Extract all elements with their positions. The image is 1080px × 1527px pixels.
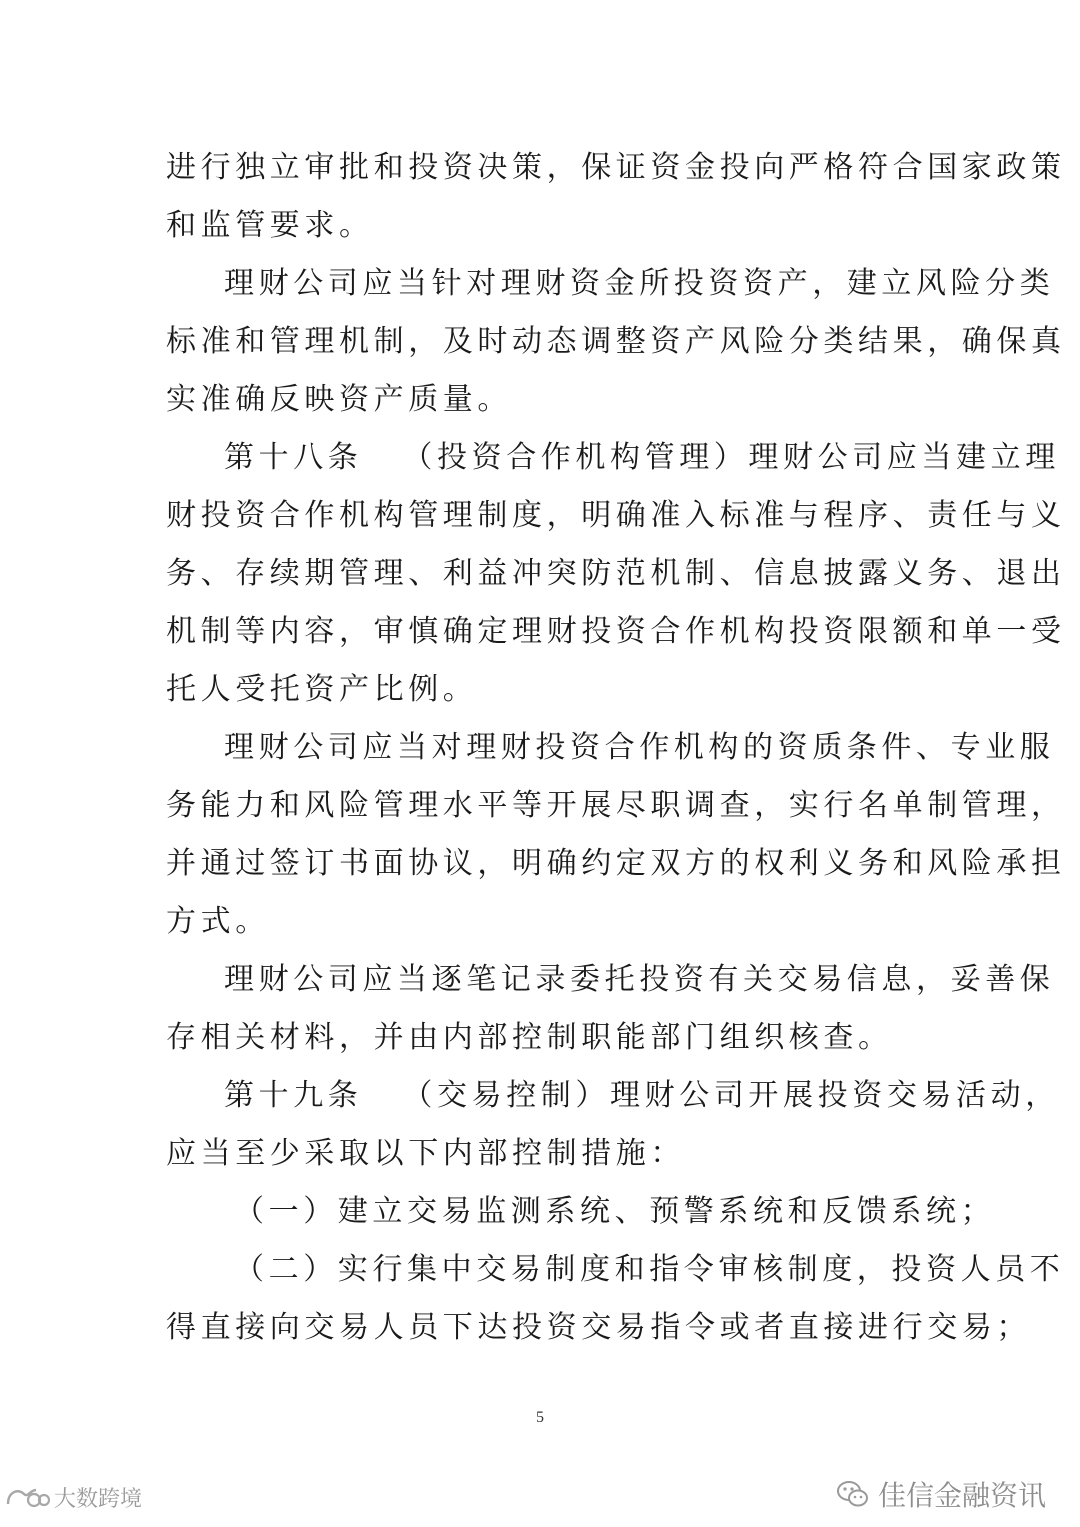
page-number: 5 (536, 1409, 544, 1426)
paragraph-line: 得直接向交易人员下达投资交易指令或者直接进行交易； (166, 1310, 1031, 1345)
article-18-title: 第十八条 (224, 440, 363, 475)
list-item: （一）建立交易监测系统、预警系统和反馈系统； (234, 1194, 996, 1229)
paragraph-line: 务、存续期管理、利益冲突防范机制、信息披露义务、退出 (166, 556, 1066, 591)
brand-logo-icon (4, 1482, 50, 1512)
paragraph-line: 并通过签订书面协议，明确约定双方的权利义务和风险承担 (166, 846, 1066, 881)
paragraph-line: 方式。 (166, 904, 270, 939)
paragraph-line: 理财公司应当逐笔记录委托投资有关交易信息，妥善保 (224, 962, 1055, 997)
paragraph-line: 应当至少采取以下内部控制措施： (166, 1136, 685, 1171)
wechat-icon (836, 1479, 870, 1509)
paragraph-line: 务能力和风险管理水平等开展尽职调查，实行名单制管理， (166, 788, 1066, 823)
article-19-heading-line (224, 1076, 1060, 1116)
article-18-topic: （投资合作机构管理） (402, 440, 749, 475)
paragraph-line: 标准和管理机制，及时动态调整资产风险分类结果，确保真 (166, 324, 1066, 359)
paragraph-line: 理财公司应当针对理财资金所投资资产，建立风险分类 (224, 266, 1055, 301)
article-19-title: 第十九条 (224, 1078, 363, 1113)
watermark-left-text: 大数跨境 (54, 1486, 143, 1512)
paragraph-line: 进行独立审批和投资决策，保证资金投向严格符合国家政策 (166, 150, 1066, 185)
paragraph-line: 托人受托资产比例。 (166, 672, 478, 707)
article-18-heading-line (224, 438, 1060, 478)
paragraph-line: 理财公司应当对理财投资合作机构的资质条件、专业服 (224, 730, 1055, 765)
watermark-right (836, 1474, 1046, 1514)
paragraph-line: 财投资合作机构管理制度，明确准入标准与程序、责任与义 (166, 498, 1066, 533)
paragraph-line: 和监管要求。 (166, 208, 374, 243)
paragraph-line: 存相关材料，并由内部控制职能部门组织核查。 (166, 1020, 893, 1055)
paragraph-line: 理财公司应当建立理 (748, 440, 1060, 475)
list-item: （二）实行集中交易制度和指令审核制度，投资人员不 (234, 1252, 1065, 1287)
paragraph-line: 机制等内容，审慎确定理财投资合作机构投资限额和单一受 (166, 614, 1066, 649)
paragraph-line: 理财公司开展投资交易活动， (610, 1078, 1060, 1113)
paragraph-line: 实准确反映资产质量。 (166, 382, 512, 417)
watermark-left (4, 1480, 142, 1514)
watermark-right-text: 佳信金融资讯 (877, 1479, 1046, 1512)
article-19-topic: （交易控制） (402, 1078, 611, 1113)
